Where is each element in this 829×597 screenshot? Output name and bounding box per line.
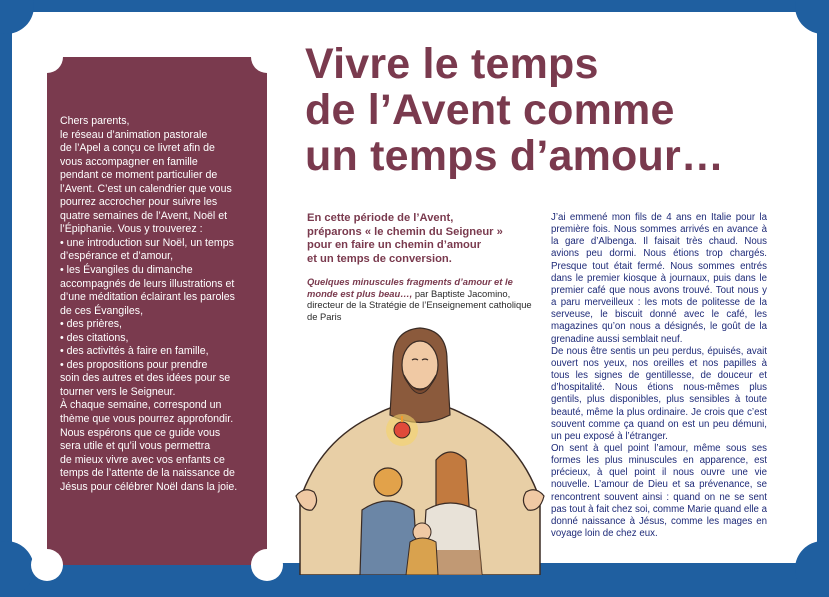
frame-left — [0, 0, 12, 575]
body-paragraph: De nous être sentis un peu perdus, épuisés, avait ouvert nos yeux, nos oreilles et nos papilles à tous les signes de gentillesse, de douceur et d’hospitalité. Nous étions nous-mêmes plus gentils, plus disponibles, plus sensibles à toute beauté, même la plus ordinaire. Je crois que c’est souvent comme ça quand on est un peu démuni, un peu exposé à l’étranger. — [551, 345, 767, 442]
byline-author: par Baptiste Jacomino, directeur de la Stratégie de l’Enseignement catholique de Paris — [307, 287, 532, 322]
intro-line: soin des autres et des idées pour se — [60, 372, 231, 385]
intro-line: • les Évangiles du dimanche — [60, 264, 193, 277]
lead-line: pour en faire un chemin d’amour — [307, 239, 482, 251]
lead-line: préparons « le chemin du Seigneur » — [307, 225, 503, 238]
byline — [307, 276, 533, 322]
intro-line: Jésus pour célébrer Noël dans la joie. — [60, 480, 238, 493]
intro-line: le réseau d’animation pastorale — [60, 128, 208, 141]
intro-line: d’une méditation éclairant les paroles — [60, 291, 235, 304]
intro-text — [60, 115, 256, 494]
title-line: Vivre le temps — [305, 40, 599, 88]
intro-line: pourrez accrocher pour suivre les — [60, 196, 218, 209]
body-paragraph: J’ai emmené mon fils de 4 ans en Italie pour la première fois. Nous sommes arrivés en avance à la gare d’Albenga. Il faisait très chaud. Nous avions peu dormi. Nous étions trop chargés. Presque tout était fermé. Nous sommes entrés dans le premier kiosque à journaux, puis dans le premier café que nous avons trouvé. Tout nous y a paru merveilleux : les mots de politesse de la serveuse, le biscuit donné avec le café, les magazines qu’on nous a désignés, le goût de la grenadine aussi semblait neuf. — [551, 212, 767, 345]
intro-line: vous accompagner en famille — [60, 155, 198, 168]
intro-line: de ces Évangiles, — [60, 304, 144, 317]
frame-corner — [0, 541, 34, 597]
intro-line: • des citations, — [60, 331, 129, 344]
intro-ticket-box — [47, 57, 267, 565]
intro-line: temps de l’attente de la naissance de — [60, 467, 235, 480]
intro-line: • des activités à faire en famille, — [60, 345, 209, 358]
lead-line: et un temps de conversion. — [307, 252, 452, 265]
lead-line: En cette période de l’Avent, — [307, 212, 454, 224]
intro-line: sera utile et qu’il vous permettra — [60, 440, 211, 453]
intro-line: de l’Apel a conçu ce livret afin de — [60, 142, 215, 155]
intro-line: d’espérance et d’amour, — [60, 250, 174, 263]
intro-line: Nous espérons que ce guide vous — [60, 426, 221, 439]
jesus-embracing-family-illustration — [290, 320, 550, 575]
lead-paragraph — [307, 212, 535, 266]
intro-line: thème que vous pourrez approfondir. — [60, 413, 234, 426]
intro-line: quatre semaines de l’Avent, Noël et — [60, 209, 228, 222]
frame-right — [817, 0, 829, 575]
intro-line: l’Épiphanie. Vous y trouverez : — [60, 223, 203, 236]
byline-quote: Quelques minuscules fragments d’amour et le monde est plus beau…, — [307, 276, 513, 299]
article-body — [551, 212, 767, 540]
intro-line: pendant ce moment particulier de — [60, 169, 218, 182]
intro-line: l’Avent. C’est un calendrier que vous — [60, 182, 232, 195]
intro-line: accompagnés de leurs illustrations et — [60, 277, 235, 290]
intro-line: • une introduction sur Noël, un temps — [60, 236, 234, 249]
frame-top — [0, 0, 829, 12]
intro-line: Chers parents, — [60, 115, 130, 127]
page-title — [305, 41, 805, 179]
frame-corner — [795, 0, 829, 34]
intro-line: • des propositions pour prendre — [60, 358, 208, 371]
intro-line: • des prières, — [60, 318, 123, 331]
frame-corner — [795, 541, 829, 597]
intro-line: À chaque semaine, correspond un — [60, 399, 222, 412]
frame-corner — [0, 0, 34, 34]
intro-line: tourner vers le Seigneur. — [60, 385, 176, 398]
title-line: un temps d’amour… — [305, 132, 725, 180]
intro-line: de mieux vivre avec vos enfants ce — [60, 453, 225, 466]
body-paragraph: On sent à quel point l’amour, même sous ses formes les plus minuscules en apparence, est précieux, à quel point il nous ouvre une vie nouvelle. L’amour de Dieu et sa prévenance, se rencontrent souvent ainsi : quand on ne se sent pas tout à fait chez soi, comme Marie quand elle a donné naissance à Jésus, comme les mages en voyage loin de chez eux. — [551, 442, 767, 540]
title-line: de l’Avent comme — [305, 86, 675, 134]
